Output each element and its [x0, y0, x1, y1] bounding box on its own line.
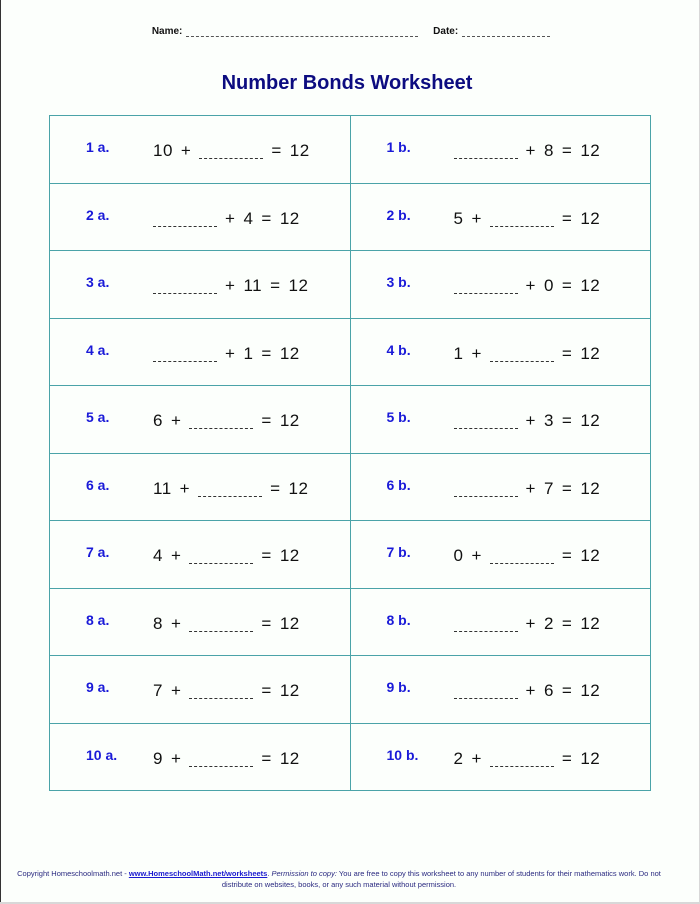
problem	[50, 724, 350, 791]
plus-sign: +	[179, 478, 191, 498]
answer-blank[interactable]	[454, 412, 518, 429]
problem-row	[50, 183, 651, 251]
addend: 0	[453, 546, 464, 565]
answer-blank[interactable]	[454, 480, 518, 497]
plus-sign: +	[525, 411, 536, 430]
name-field[interactable]	[186, 28, 418, 37]
problem-cell	[350, 386, 651, 454]
problem-label: 8 b.	[386, 611, 411, 628]
problem	[50, 521, 350, 588]
problem-row	[50, 386, 651, 454]
equals-sign: =	[261, 613, 272, 633]
equals-sign: =	[271, 141, 282, 160]
equals-sign: =	[561, 208, 573, 228]
problem-cell	[350, 318, 651, 386]
equation	[153, 546, 300, 566]
problem	[351, 724, 651, 791]
problem	[351, 184, 651, 251]
equals-sign: =	[261, 681, 272, 700]
copyright-text: Copyright Homeschoolmath.net -	[17, 869, 129, 878]
equation	[454, 276, 601, 296]
answer-blank[interactable]	[490, 210, 554, 227]
addend: 8	[543, 141, 554, 160]
equals-sign: =	[561, 546, 573, 565]
total: 12	[580, 141, 601, 160]
problem-label: 7 b.	[386, 544, 411, 560]
problem-cell	[350, 656, 651, 724]
copyright-footer	[1, 868, 677, 890]
worksheets-link[interactable]: www.HomeschoolMath.net/worksheets	[128, 869, 268, 878]
answer-blank[interactable]	[199, 142, 263, 159]
problem-cell	[50, 521, 351, 589]
equation	[454, 479, 601, 499]
problem-cell	[350, 453, 651, 521]
addend: 3	[543, 411, 554, 430]
problem-row	[50, 521, 651, 589]
problem	[351, 116, 651, 183]
problem	[50, 589, 350, 656]
plus-sign: +	[225, 343, 236, 363]
addend: 4	[153, 546, 163, 565]
equals-sign: =	[561, 681, 573, 700]
plus-sign: +	[225, 208, 236, 228]
problem-row	[50, 656, 651, 724]
problem-cell	[50, 453, 351, 521]
total: 12	[580, 411, 601, 430]
addend: 9	[153, 748, 163, 768]
equation	[153, 681, 300, 701]
date-field[interactable]	[462, 28, 550, 37]
addend: 6	[153, 411, 163, 430]
answer-blank[interactable]	[153, 277, 217, 294]
plus-sign: +	[471, 343, 482, 363]
answer-blank[interactable]	[198, 480, 262, 497]
equation	[153, 344, 300, 364]
problem	[50, 251, 350, 318]
problem	[50, 116, 350, 183]
total: 12	[288, 478, 309, 498]
equals-sign: =	[561, 613, 573, 633]
problem-label: 4 b.	[386, 341, 411, 358]
problem-cell	[350, 521, 651, 589]
problem	[50, 184, 350, 251]
equals-sign: =	[561, 411, 573, 430]
answer-blank[interactable]	[454, 277, 518, 294]
answer-blank[interactable]	[490, 750, 554, 767]
problem-cell	[50, 588, 351, 656]
total: 12	[580, 208, 601, 228]
plus-sign: +	[170, 613, 182, 633]
problem-cell	[350, 116, 651, 184]
equation	[454, 614, 601, 634]
equation	[153, 749, 300, 769]
problem	[50, 386, 350, 453]
problem-label: 7 a.	[86, 544, 110, 560]
addend: 4	[243, 208, 254, 228]
plus-sign: +	[170, 411, 182, 430]
equation	[454, 344, 601, 364]
addend: 1	[243, 343, 254, 363]
equals-sign: =	[261, 343, 272, 363]
total: 12	[279, 748, 300, 768]
problem	[351, 656, 651, 723]
addend: 8	[153, 613, 163, 633]
problem-label: 1 b.	[386, 139, 411, 155]
equals-sign: =	[561, 478, 573, 498]
addend: 0	[543, 276, 554, 295]
permission-label: Permission to copy:	[271, 869, 337, 878]
equation	[153, 614, 300, 634]
addend: 7	[153, 681, 163, 700]
addend: 10	[153, 141, 173, 160]
equation	[454, 209, 601, 229]
equals-sign: =	[270, 478, 281, 498]
problem-row	[50, 116, 651, 184]
answer-blank[interactable]	[153, 345, 217, 362]
plus-sign: +	[170, 681, 182, 700]
equation	[454, 749, 601, 769]
problem-cell	[350, 183, 651, 251]
plus-sign: +	[471, 208, 482, 228]
problem-label: 5 a.	[86, 409, 110, 425]
name-label: Name:	[151, 26, 183, 37]
problem-row	[50, 588, 651, 656]
total: 12	[289, 141, 310, 160]
total: 12	[279, 343, 300, 363]
problem-label: 3 b.	[386, 274, 411, 290]
problem-label: 2 a.	[86, 206, 110, 223]
problem-grid	[49, 115, 651, 791]
total: 12	[580, 748, 601, 768]
equation	[454, 546, 601, 566]
answer-blank[interactable]	[490, 345, 554, 362]
problem-cell	[50, 723, 351, 791]
total: 12	[580, 613, 601, 633]
total: 12	[279, 681, 300, 700]
problem-label: 10 b.	[386, 746, 419, 763]
answer-blank[interactable]	[189, 682, 253, 699]
equals-sign: =	[261, 208, 272, 228]
addend: 11	[153, 478, 172, 498]
plus-sign: +	[471, 546, 482, 565]
total: 12	[580, 681, 601, 700]
total: 12	[288, 276, 309, 295]
equals-sign: =	[561, 276, 573, 295]
addend: 5	[453, 208, 464, 228]
date-label: Date:	[433, 26, 459, 37]
problem-cell	[50, 116, 351, 184]
problem-label: 9 a.	[86, 679, 110, 695]
equation	[153, 209, 300, 229]
problem	[351, 386, 651, 453]
problem	[50, 454, 350, 521]
problem-cell	[50, 386, 351, 454]
answer-blank[interactable]	[490, 547, 554, 564]
total: 12	[580, 343, 601, 363]
equation	[454, 141, 601, 161]
problem-row	[50, 723, 651, 791]
problem-label: 6 b.	[386, 476, 411, 493]
plus-sign: +	[525, 613, 536, 633]
separator-text: .	[267, 869, 272, 878]
problem-cell	[350, 588, 651, 656]
name-date-line	[1, 26, 700, 37]
plus-sign: +	[525, 681, 536, 700]
answer-blank[interactable]	[189, 615, 253, 632]
equals-sign: =	[261, 411, 272, 430]
problem-cell	[350, 251, 651, 319]
problem	[50, 319, 350, 386]
plus-sign: +	[180, 141, 192, 160]
problem-label: 9 b.	[386, 679, 411, 695]
problem-cell	[50, 318, 351, 386]
answer-blank[interactable]	[454, 682, 518, 699]
problem-row	[50, 318, 651, 386]
addend: 7	[543, 478, 554, 498]
total: 12	[279, 546, 300, 565]
addend: 6	[543, 681, 554, 700]
problem-cell	[50, 183, 351, 251]
problem	[351, 454, 651, 521]
problem-label: 8 a.	[86, 611, 110, 628]
problem	[351, 251, 651, 318]
equation	[153, 141, 310, 161]
problem	[50, 656, 350, 723]
problem-label: 2 b.	[386, 206, 411, 223]
problem-label: 4 a.	[86, 341, 110, 358]
problem-cell	[50, 656, 351, 724]
total: 12	[279, 411, 300, 430]
problem-cell	[50, 251, 351, 319]
equation	[153, 276, 308, 296]
equation	[454, 681, 601, 701]
equation	[153, 479, 308, 499]
answer-blank[interactable]	[189, 547, 253, 564]
plus-sign: +	[225, 276, 236, 295]
problem-label: 3 a.	[86, 274, 110, 290]
problem-label: 10 a.	[86, 746, 118, 763]
answer-blank[interactable]	[454, 615, 518, 632]
answer-blank[interactable]	[454, 142, 518, 159]
problem-label: 6 a.	[86, 476, 110, 493]
problem-label: 1 a.	[86, 139, 110, 155]
addend: 1	[453, 343, 464, 363]
total: 12	[580, 276, 601, 295]
equals-sign: =	[561, 343, 573, 363]
page-title: Number Bonds Worksheet	[221, 72, 473, 94]
total: 12	[279, 613, 300, 633]
addend: 11	[243, 276, 263, 295]
plus-sign: +	[170, 748, 182, 768]
plus-sign: +	[525, 276, 536, 295]
permission-text: You are free to copy this worksheet to any number of students for their mathematics work. Do not distribute on websites, books, or any such material without permission.	[221, 869, 661, 889]
problem	[351, 319, 651, 386]
total: 12	[580, 546, 601, 565]
addend: 2	[453, 748, 464, 768]
problem-cell	[350, 723, 651, 791]
equals-sign: =	[261, 748, 272, 768]
problem	[351, 521, 651, 588]
answer-blank[interactable]	[189, 750, 253, 767]
problem	[351, 589, 651, 656]
total: 12	[279, 208, 300, 228]
answer-blank[interactable]	[189, 412, 253, 429]
equals-sign: =	[561, 748, 573, 768]
total: 12	[580, 478, 601, 498]
problem-row	[50, 251, 651, 319]
problem-label: 5 b.	[386, 409, 411, 425]
equation	[454, 411, 601, 431]
addend: 2	[543, 613, 554, 633]
equals-sign: =	[261, 546, 272, 565]
plus-sign: +	[525, 478, 536, 498]
problem-row	[50, 453, 651, 521]
plus-sign: +	[471, 748, 482, 768]
plus-sign: +	[170, 546, 182, 565]
plus-sign: +	[525, 141, 536, 160]
equals-sign: =	[561, 141, 573, 160]
answer-blank[interactable]	[153, 210, 217, 227]
equation	[153, 411, 300, 431]
equals-sign: =	[270, 276, 281, 295]
